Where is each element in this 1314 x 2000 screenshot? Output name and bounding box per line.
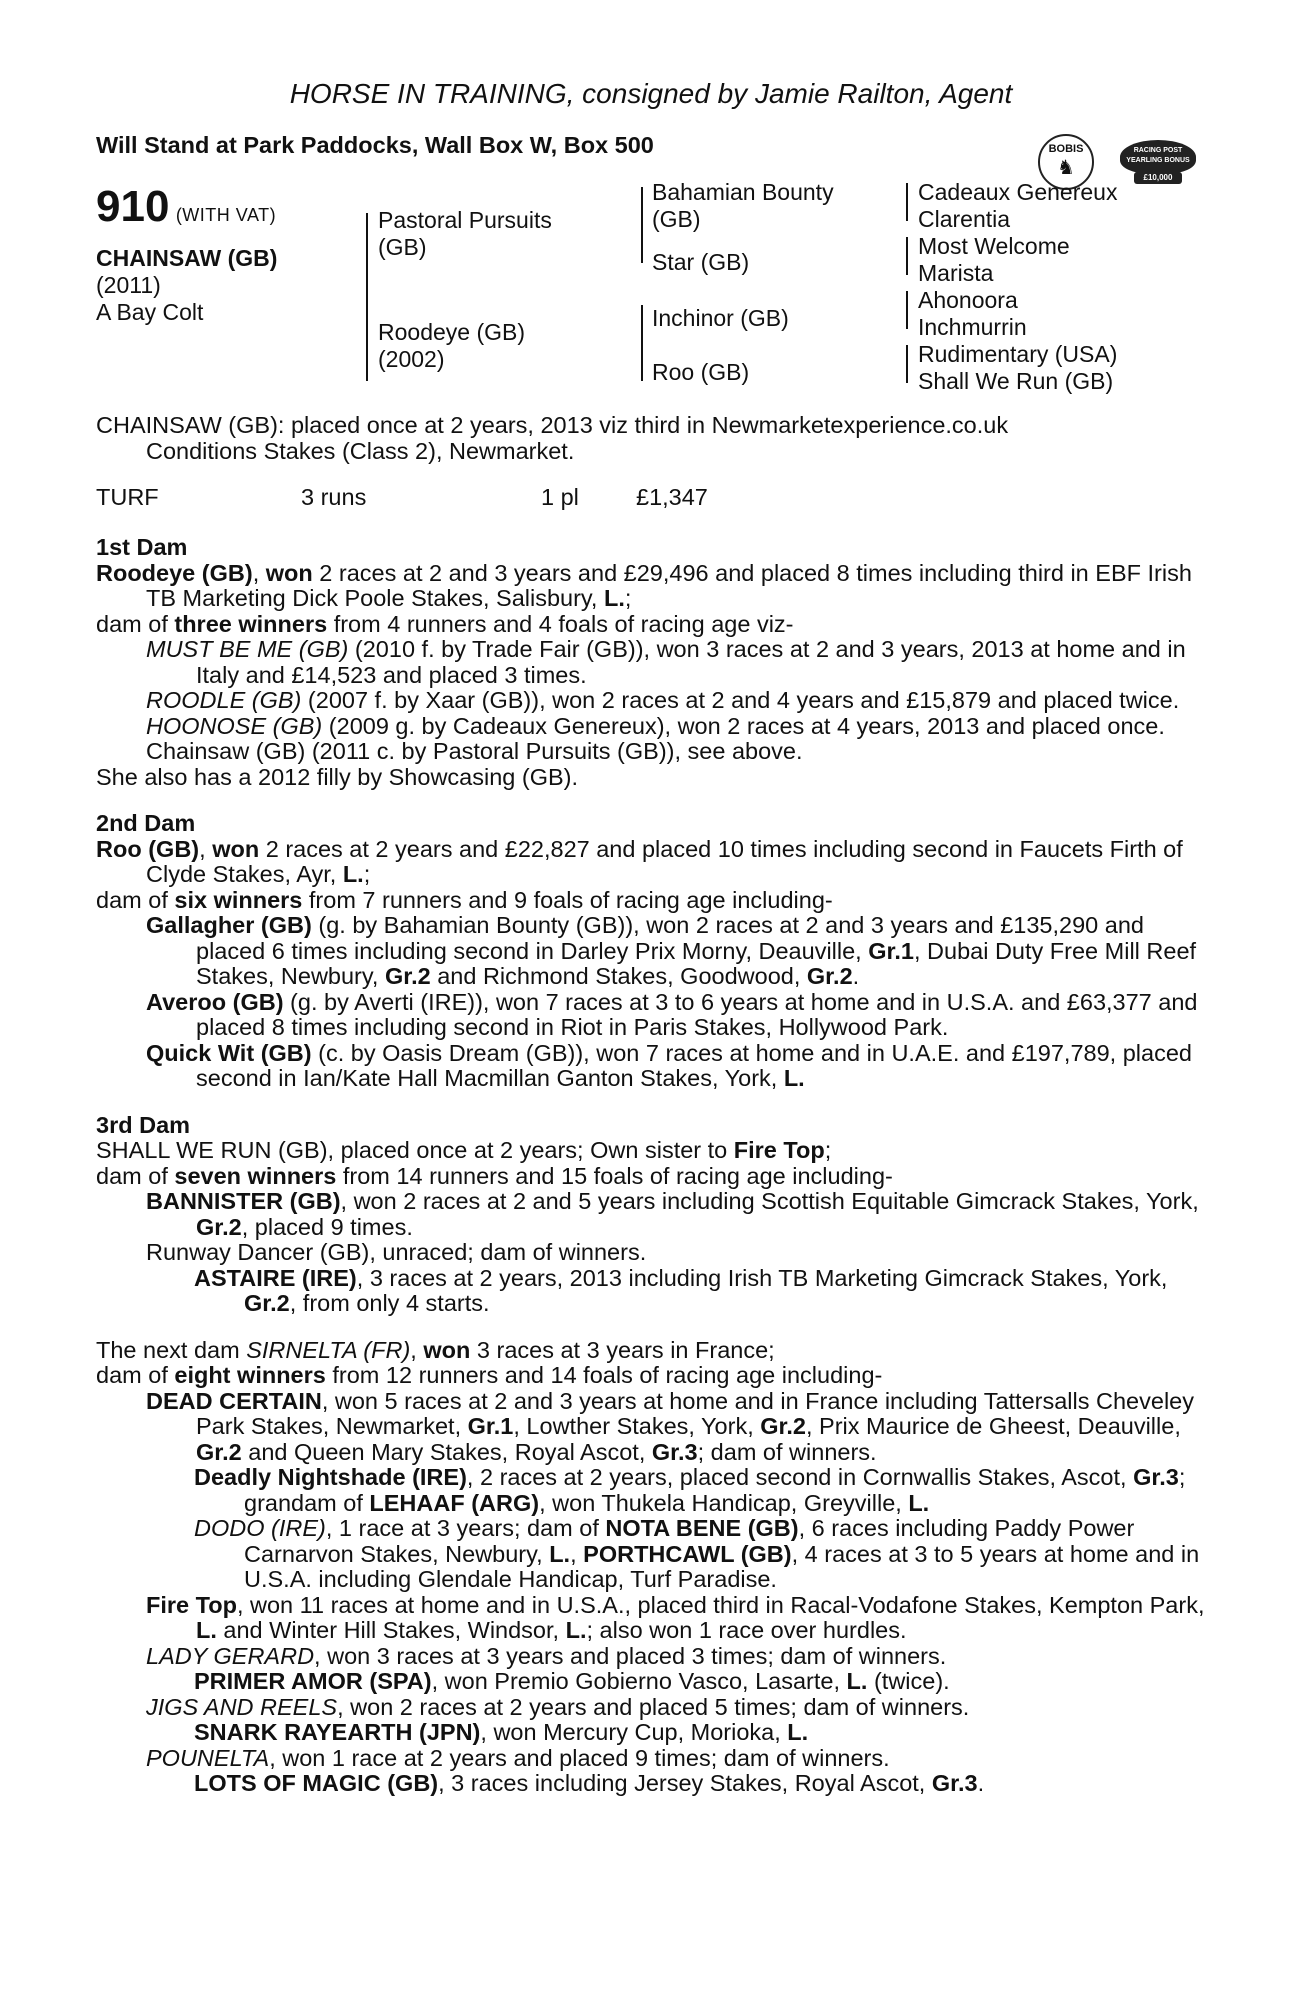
progeny-text: ,	[570, 1540, 584, 1567]
lot-number: 910	[96, 182, 170, 231]
spacer	[96, 1317, 1206, 1338]
group-grade: Gr.2	[384, 963, 431, 989]
dam1-text: 2 races at 2 and 3 years and £29,496 and placed 8 times including third in EBF Irish TB Marketing Dick Poole Stakes, Salisbury,	[146, 559, 1192, 611]
progeny-dodo	[96, 1516, 1206, 1593]
dam3-progeny-1	[96, 1189, 1206, 1240]
progeny-text: , won 2 races at 2 years and placed 5 times; dam of winners.	[337, 1693, 970, 1720]
pedigree-brace-2a	[641, 187, 643, 263]
stand-location: Will Stand at Park Paddocks, Wall Box W, Box 500	[96, 132, 654, 158]
dam1-dam-of	[96, 612, 1206, 638]
progeny-text: (2009 g. by Cadeaux Genereux), won 2 races at 4 years, 2013 and placed once.	[322, 712, 1165, 739]
dam1-block	[96, 561, 1206, 791]
group-grade: Gr.3	[931, 1770, 978, 1796]
listed-grade: L.	[783, 1065, 805, 1091]
group-grade: Gr.2	[244, 1290, 290, 1316]
turf-placed: 1 pl	[541, 484, 579, 510]
section-2nd-dam: 2nd Dam	[96, 810, 196, 836]
progeny-text: , won 3 races at 3 years and placed 3 times; dam of winners.	[314, 1642, 947, 1669]
lot-vat: (WITH VAT)	[175, 205, 277, 225]
listed-grade: L.	[196, 1617, 217, 1643]
grandsire-4: Marista	[918, 260, 994, 286]
dam1-winners-rest: from 4 runners and 4 foals of racing age viz-	[327, 610, 794, 637]
summary-line-2: Conditions Stakes (Class 2), Newmarket.	[146, 437, 575, 464]
progeny-text: (2010 f. by Trade Fair (GB)), won 3 races at 2 and 3 years, 2013 at home and in Italy and £14,523 and placed 3 times.	[196, 636, 1186, 688]
summary-line-1: CHAINSAW (GB): placed once at 2 years, 2013 viz third in Newmarketexperience.co.uk	[96, 412, 1009, 438]
dam-sire: Inchinor (GB)	[652, 305, 789, 331]
progeny-deadly-nightshade	[96, 1465, 1206, 1516]
dam2-damof: dam of	[96, 886, 175, 913]
grandsire-3: Most Welcome	[918, 233, 1070, 259]
dam2-block	[96, 837, 1206, 1092]
progeny-lots-of-magic	[96, 1771, 1206, 1797]
racing-post-amount: £10,000	[1134, 172, 1182, 184]
progeny-name: LADY GERARD	[146, 1642, 315, 1669]
grandsire-5: Ahonoora	[918, 287, 1018, 313]
summary	[96, 413, 1206, 464]
progeny-text: and Winter Hill Stakes, Windsor,	[216, 1617, 566, 1643]
grandsire-6: Inchmurrin	[918, 314, 1027, 340]
pedigree-brace-3b	[906, 237, 908, 275]
next-dam-record	[96, 1338, 1206, 1364]
dam-dam: Roo (GB)	[652, 359, 750, 385]
pedigree-brace-2b	[641, 305, 643, 381]
dam3-record	[96, 1138, 1206, 1164]
page-title: HORSE IN TRAINING, consigned by Jamie Railton, Agent	[289, 78, 1013, 109]
dam1-listed: L.	[604, 585, 625, 611]
progeny-text: (twice).	[867, 1668, 950, 1694]
horse-name: CHAINSAW (GB)	[96, 245, 278, 271]
grandsire-2: Clarentia	[918, 206, 1011, 232]
progeny-jigs-and-reels	[96, 1695, 1206, 1721]
progeny-name: Quick Wit (GB)	[146, 1039, 312, 1066]
section-3rd-dam: 3rd Dam	[96, 1111, 191, 1138]
group-grade: Gr.2	[760, 1413, 806, 1439]
progeny-text: , Dubai Duty Free Mill Reef Stakes, Newbury,	[196, 937, 1197, 989]
dam2-won: won	[212, 835, 260, 862]
pedigree-block	[96, 179, 1206, 413]
next-dam-winners: eight winners	[174, 1362, 326, 1388]
dam3-sister: Fire Top	[733, 1137, 825, 1163]
next-dam-damof: dam of	[96, 1362, 175, 1388]
dam2-dam-of	[96, 888, 1206, 914]
dam3-winners-rest: from 14 runners and 15 foals of racing age including-	[336, 1162, 893, 1189]
sire-name: Pastoral Pursuits	[378, 207, 552, 233]
progeny-text: ; grandam of	[244, 1464, 1186, 1516]
turf-earnings: £1,347	[636, 484, 708, 510]
progeny-name: MUST BE ME (GB)	[146, 636, 349, 662]
grandsire-7: Rudimentary (USA)	[918, 341, 1118, 367]
listed-grade: L.	[549, 1540, 571, 1567]
progeny-text: , 3 races including Jersey Stakes, Royal Ascot,	[438, 1770, 932, 1796]
dam2-winners: six winners	[174, 886, 303, 913]
progeny-text: and Queen Mary Stakes, Royal Ascot,	[241, 1438, 652, 1465]
progeny-text: .	[977, 1770, 985, 1796]
dam2-record: Roo (GB), won 2 races at 2 years and £22,827 and placed 10 times including second in Faucets Firth of Clyde Stakes, Ayr, L.;	[96, 835, 1183, 887]
next-dam-winners-rest: from 12 runners and 14 foals of racing age including-	[325, 1362, 883, 1388]
progeny-name: SNARK RAYEARTH (JPN)	[194, 1719, 481, 1745]
dam3-progeny-3	[96, 1266, 1206, 1317]
progeny-text: ; dam of winners.	[697, 1438, 877, 1465]
progeny-text: , won 5 races at 2 and 3 years at home and in France including Tattersalls Cheveley Park Stakes, Newmarket,	[196, 1387, 1194, 1439]
progeny-lady-gerard	[96, 1644, 1206, 1670]
progeny-name: ROODLE (GB)	[146, 687, 302, 713]
dam3-semi: ;	[824, 1137, 832, 1163]
dam2-progeny-3	[96, 1041, 1206, 1092]
dam2-text: 2 races at 2 years and £22,827 and placed 10 times including second in Faucets Firth of Clyde Stakes, Ayr,	[146, 835, 1183, 887]
dam1-progeny-3	[96, 714, 1206, 740]
progeny-text: , 2 races at 2 years, placed second in Cornwallis Stakes, Ascot,	[466, 1464, 1134, 1490]
dam1-winners: three winners	[174, 610, 328, 637]
progeny-name: DODO (IRE)	[194, 1515, 326, 1541]
progeny-name: Fire Top	[146, 1591, 237, 1618]
progeny-text: , Prix Maurice de Gheest, Deauville,	[806, 1413, 1181, 1439]
sire-country: (GB)	[378, 234, 427, 260]
bobis-label: BOBIS	[1048, 143, 1084, 155]
progeny-text: , placed 9 times.	[241, 1213, 413, 1240]
progeny-text: (2007 f. by Xaar (GB)), won 2 races at 2 and 4 years and £15,879 and placed twice.	[301, 687, 1180, 713]
next-dam-text: The next dam	[96, 1336, 247, 1363]
dam3-progeny-2: Runway Dancer (GB), unraced; dam of winners.	[146, 1239, 647, 1265]
progeny-name: ASTAIRE (IRE)	[194, 1264, 357, 1291]
progeny-text: .	[852, 963, 860, 989]
progeny-text: , from only 4 starts.	[289, 1290, 490, 1316]
progeny-name: LOTS OF MAGIC (GB)	[194, 1770, 439, 1796]
progeny-text: (c. by Oasis Dream (GB)), won 7 races at home and in U.A.E. and £197,789, placed second in Ian/Kate Hall Macmillan Ganton Stakes, York,	[196, 1039, 1192, 1091]
group-grade: Gr.1	[467, 1413, 514, 1439]
dam1-record: Roodeye (GB), won 2 races at 2 and 3 years and £29,496 and placed 8 times including third in EBF Irish TB Marketing Dick Poole Stakes, Salisbury, L.;	[96, 559, 1192, 611]
horse-year: (2011)	[96, 272, 161, 298]
turf-label: TURF	[96, 484, 159, 510]
progeny-name: Gallagher (GB)	[146, 912, 312, 938]
listed-grade: L.	[787, 1719, 809, 1745]
progeny-name: POUNELTA	[146, 1744, 270, 1771]
turf-record	[96, 484, 1206, 511]
progeny-text: , won 1 race at 2 years and placed 9 times; dam of winners.	[269, 1744, 890, 1771]
dam1-progeny-2	[96, 688, 1206, 714]
progeny-text: , won Thukela Handicap, Greyville,	[539, 1489, 909, 1516]
dam1-also: She also has a 2012 filly by Showcasing (GB).	[96, 763, 579, 790]
pedigree-brace-3d	[906, 345, 908, 383]
dam-year: (2002)	[378, 346, 445, 372]
section-1st-dam: 1st Dam	[96, 534, 188, 560]
next-dam-won: won	[423, 1336, 471, 1363]
catalogue-page	[96, 78, 1206, 1797]
next-dam-comma: ,	[410, 1336, 424, 1363]
progeny-name: JIGS AND REELS	[146, 1693, 338, 1720]
progeny-text: ; also won 1 race over hurdles.	[586, 1617, 907, 1643]
progeny-name: NOTA BENE (GB)	[605, 1515, 799, 1541]
progeny-text: (g. by Averti (IRE)), won 7 races at 3 to 6 years at home and in U.S.A. and £63,377 and placed 8 times including second in Riot in Paris Stakes, Hollywood Park.	[196, 988, 1198, 1040]
turf-runs: 3 runs	[301, 484, 367, 510]
progeny-dead-certain	[96, 1389, 1206, 1466]
dam2-semi: ;	[363, 861, 371, 887]
progeny-text: (g. by Bahamian Bounty (GB)), won 2 races at 2 and 3 years and £135,290 and placed 6 times including second in Darley Prix Morny, Deauville,	[196, 912, 1144, 964]
grandsire-1: Cadeaux Genereux	[918, 179, 1118, 205]
sire-dam: Star (GB)	[652, 249, 750, 275]
dam2-winners-rest: from 7 runners and 9 foals of racing age including-	[302, 886, 833, 913]
next-dam-dam-of	[96, 1363, 1206, 1389]
progeny-name: DEAD CERTAIN	[146, 1387, 322, 1414]
progeny-text: , won 2 races at 2 and 5 years including Scottish Equitable Gimcrack Stakes, York,	[340, 1188, 1199, 1214]
progeny-snark-rayearth	[96, 1720, 1206, 1746]
dam3-text: SHALL WE RUN (GB), placed once at 2 years; Own sister to	[96, 1137, 734, 1163]
progeny-text: , 4 races at 3 to 5 years at home and in U.S.A. including Glendale Handicap, Turf Paradise.	[244, 1540, 1200, 1592]
pedigree-brace-3a	[906, 183, 908, 221]
racing-post-label: RACING POST YEARLING BONUS	[1120, 140, 1196, 174]
listed-grade: L.	[908, 1489, 930, 1516]
sire-sire-country: (GB)	[652, 206, 701, 232]
sire-sire: Bahamian Bounty	[652, 179, 834, 205]
progeny-text: and Richmond Stakes, Goodwood,	[430, 963, 807, 989]
progeny-text: , 3 races at 2 years, 2013 including Irish TB Marketing Gimcrack Stakes, York,	[356, 1264, 1168, 1291]
horse-icon: ♞	[1057, 157, 1075, 179]
next-dam-block	[96, 1338, 1206, 1797]
dam3-dam-of	[96, 1164, 1206, 1190]
progeny-text: , 1 race at 3 years; dam of	[325, 1515, 606, 1541]
progeny-name: HOONOSE (GB)	[146, 712, 323, 739]
progeny-text: , Lowther Stakes, York,	[513, 1413, 761, 1439]
dam2-progeny-2	[96, 990, 1206, 1041]
dam1-progeny-1	[96, 637, 1206, 688]
progeny-pounelta	[96, 1746, 1206, 1772]
group-grade: Gr.2	[196, 1213, 242, 1240]
pedigree-brace-3c	[906, 291, 908, 329]
progeny-primer-amor	[96, 1669, 1206, 1695]
next-dam-text: 3 races at 3 years in France;	[470, 1336, 775, 1363]
next-dam-name: SIRNELTA (FR)	[246, 1336, 411, 1363]
progeny-name: Averoo (GB)	[146, 988, 284, 1015]
dam1-semi: ;	[624, 585, 632, 611]
racing-post-bonus-logo	[1120, 134, 1196, 190]
progeny-text: , won Mercury Cup, Morioka,	[480, 1719, 788, 1745]
progeny-name: LEHAAF (ARG)	[369, 1489, 540, 1516]
dam1-won: won	[265, 559, 313, 586]
dam3-damof: dam of	[96, 1162, 175, 1189]
progeny-text: , won Premio Gobierno Vasco, Lasarte,	[431, 1668, 847, 1694]
dam3-winners: seven winners	[174, 1162, 337, 1189]
progeny-fire-top	[96, 1593, 1206, 1644]
dam2-name: Roo (GB)	[96, 835, 200, 862]
group-grade: Gr.2	[806, 963, 853, 989]
listed-grade: L.	[565, 1617, 587, 1643]
grandsire-8: Shall We Run (GB)	[918, 368, 1114, 394]
dam1-progeny-4: Chainsaw (GB) (2011 c. by Pastoral Pursuits (GB)), see above.	[146, 738, 803, 764]
progeny-name: PRIMER AMOR (SPA)	[194, 1668, 432, 1694]
progeny-name: PORTHCAWL (GB)	[583, 1540, 792, 1567]
pedigree-brace-1	[366, 213, 368, 381]
listed-grade: L.	[846, 1668, 868, 1694]
group-grade: Gr.3	[1133, 1464, 1179, 1490]
dam2-progeny-1	[96, 913, 1206, 990]
dam1-damof: dam of	[96, 610, 175, 637]
lot-heading	[96, 183, 276, 231]
progeny-text: , won 11 races at home and in U.S.A., placed third in Racal-Vodafone Stakes, Kempton Park,	[236, 1591, 1205, 1618]
group-grade: Gr.2	[196, 1438, 242, 1465]
group-grade: Gr.1	[868, 937, 914, 964]
dam3-block	[96, 1138, 1206, 1317]
horse-description: A Bay Colt	[96, 299, 204, 325]
progeny-name: BANNISTER (GB)	[146, 1188, 341, 1214]
dam2-listed: L.	[342, 861, 364, 887]
progeny-name: Deadly Nightshade (IRE)	[194, 1464, 467, 1490]
progeny-text: , 6 races including Paddy Power Carnarvon Stakes, Newbury,	[244, 1515, 1135, 1567]
group-grade: Gr.3	[651, 1438, 698, 1465]
dam-name: Roodeye (GB)	[378, 319, 526, 345]
dam1-name: Roodeye (GB)	[96, 559, 253, 586]
